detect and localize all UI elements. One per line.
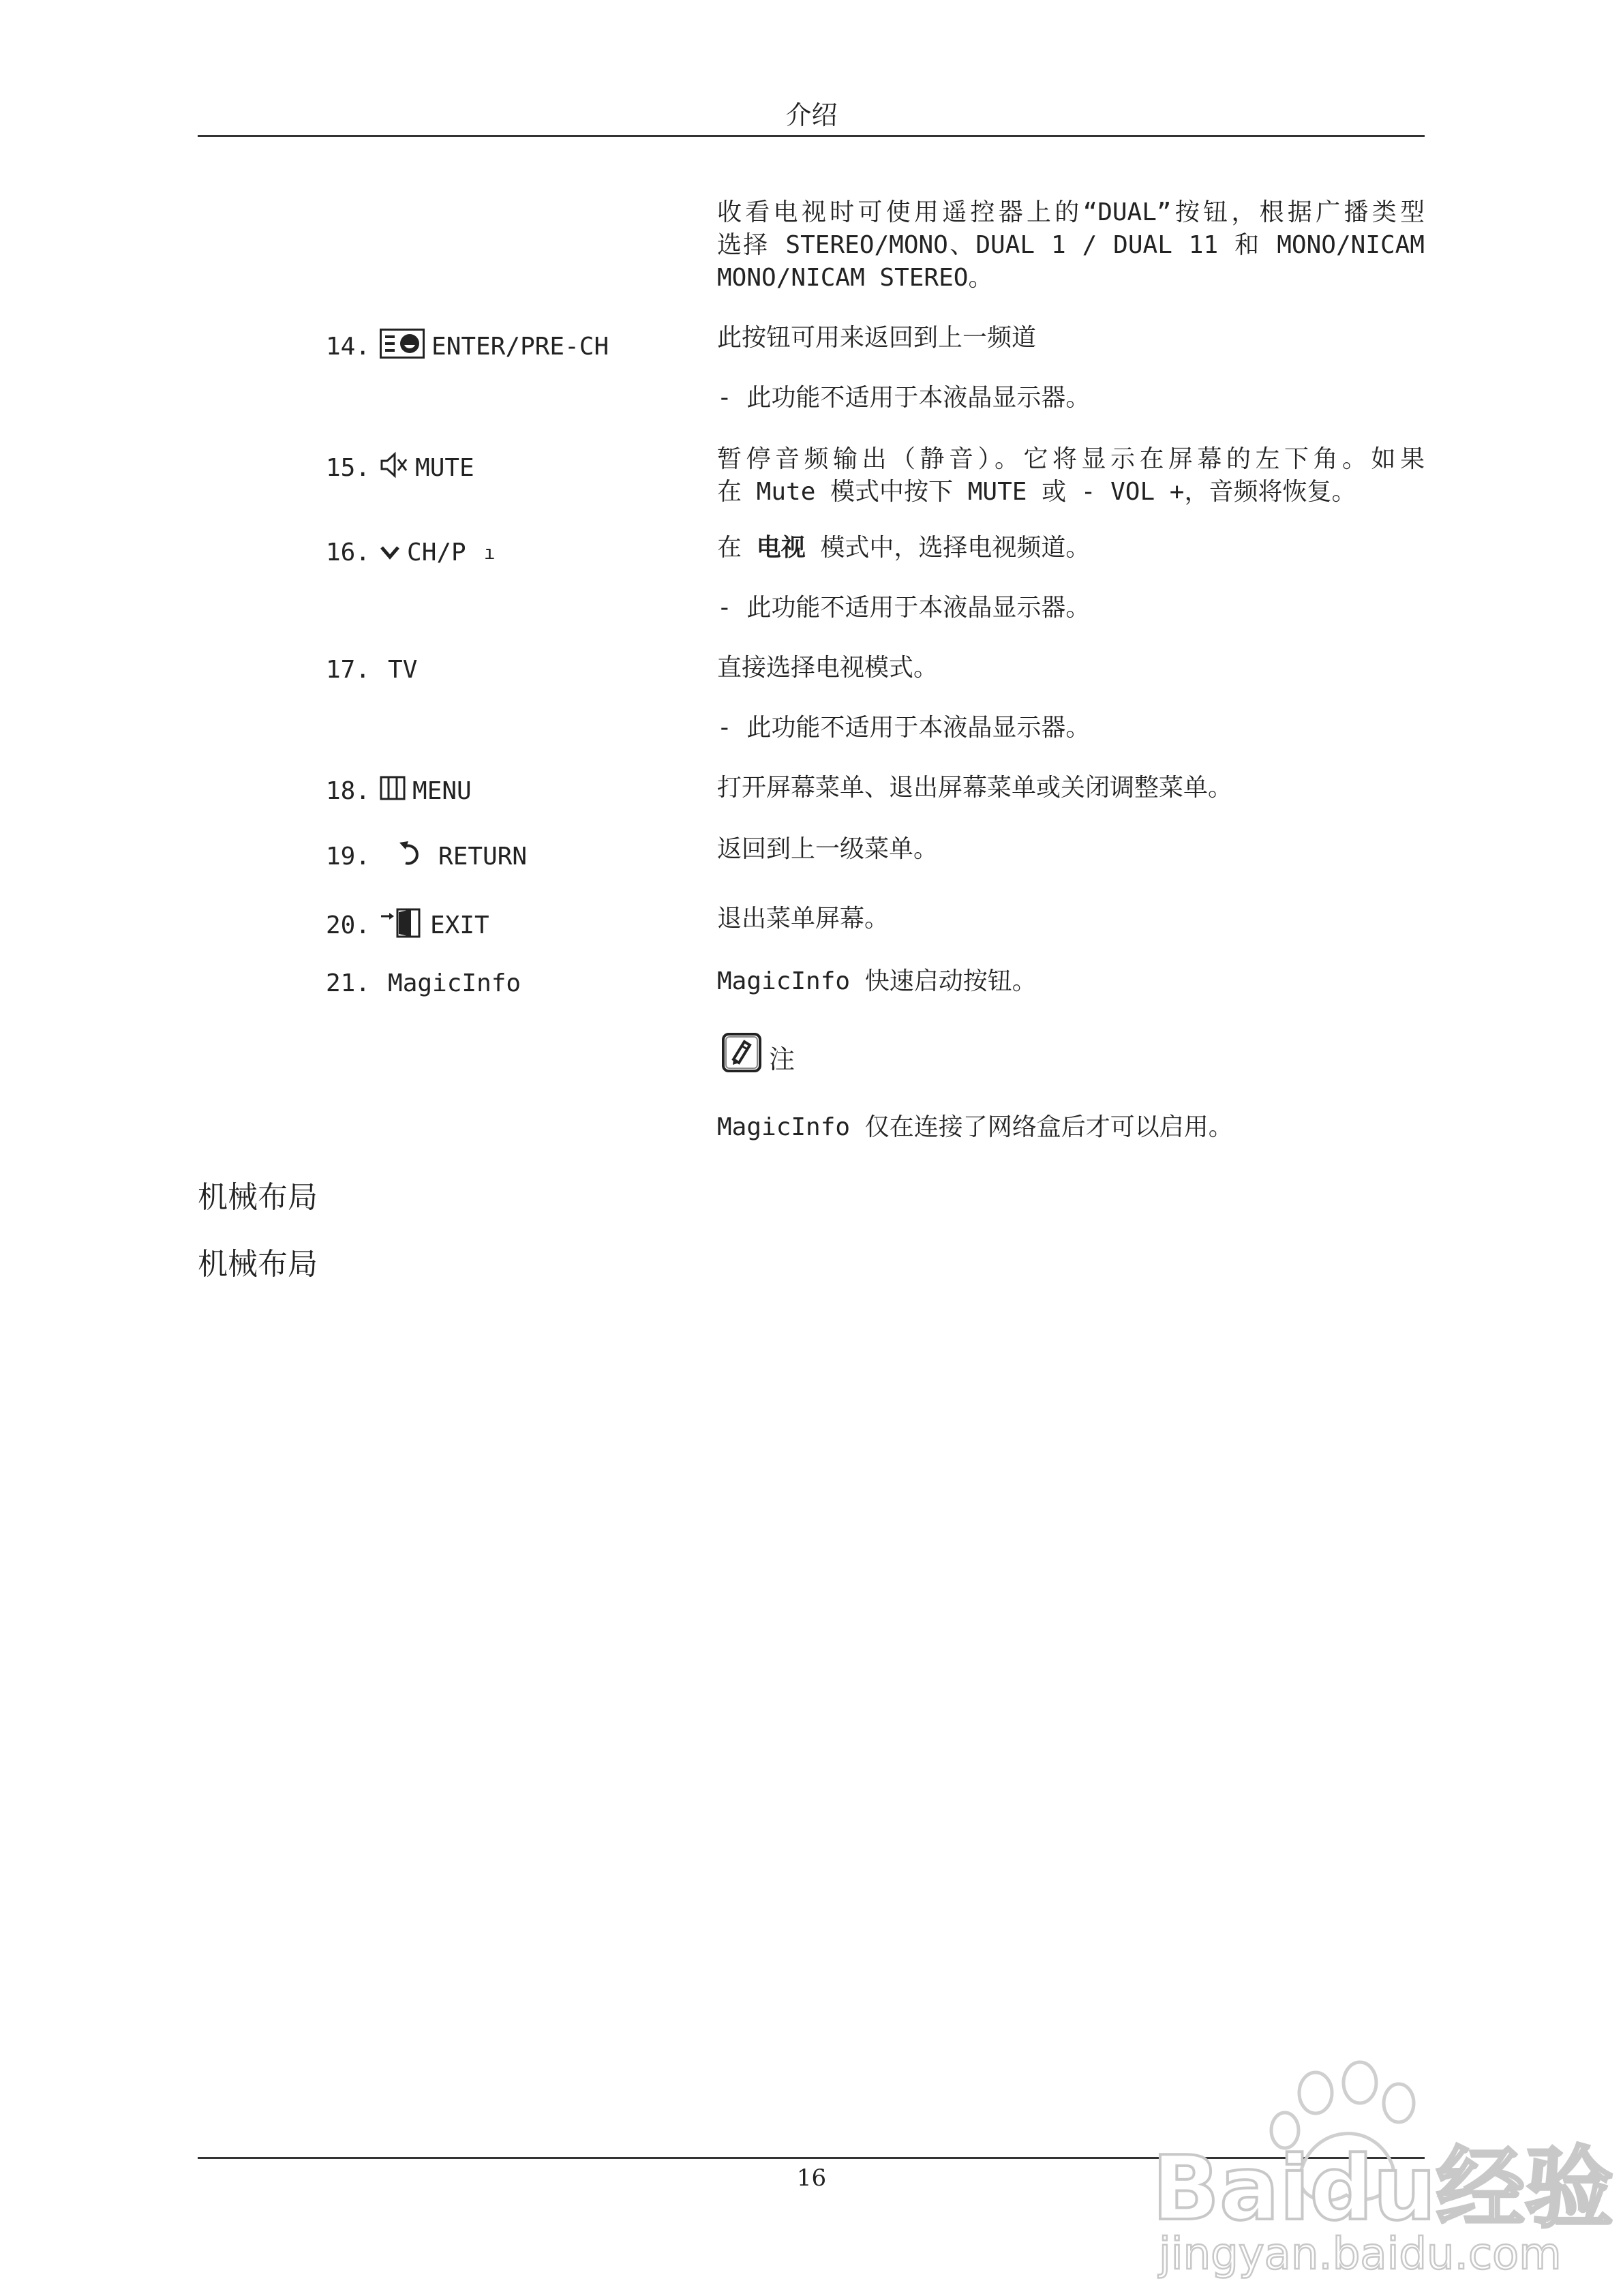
- enter-prech-description: 此按钮可用来返回到上一频道: [717, 324, 1037, 352]
- ch-p-desc-bold: 电视: [756, 534, 806, 562]
- note-pencil-icon: [721, 1032, 762, 1076]
- item-label-text: MENU: [412, 777, 472, 805]
- item-return: [326, 840, 527, 873]
- note-header: [721, 1032, 795, 1076]
- note-text: MagicInfo 仅在连接了网络盒后才可以启用。: [717, 1113, 1233, 1141]
- mute-description: [717, 443, 1425, 509]
- item-magicinfo: [326, 969, 521, 997]
- item-tv: [326, 656, 417, 684]
- dual-desc-line3: MONO/NICAM STEREO。: [717, 264, 993, 292]
- menu-icon: [380, 776, 406, 806]
- enter-prech-icon: [380, 329, 425, 365]
- item-mute: [326, 451, 474, 485]
- baidu-paw-logo: [1145, 2052, 1613, 2280]
- ch-p-description: [717, 532, 1425, 564]
- return-arrow-icon: [397, 840, 422, 873]
- exit-description: 退出菜单屏幕。: [717, 905, 890, 933]
- item-ch-p: [326, 539, 496, 567]
- baidu-watermark: [1145, 2052, 1613, 2280]
- item-label-text: MUTE: [415, 454, 474, 482]
- mute-speaker-icon: [380, 451, 408, 485]
- enter-prech-note: - 此功能不适用于本液晶显示器。: [717, 384, 1091, 412]
- ch-p-desc-prefix: 在: [717, 534, 757, 562]
- mute-desc-line2: 在 Mute 模式中按下 MUTE 或 - VOL +，音频将恢复。: [717, 478, 1356, 506]
- menu-description: 打开屏幕菜单、退出屏幕菜单或关闭调整菜单。: [717, 774, 1233, 802]
- page-header-title: 介绍: [785, 100, 838, 130]
- item-label-text: CH/P: [407, 539, 466, 567]
- return-description: 返回到上一级菜单。: [717, 835, 939, 863]
- dual-desc-line1: 收看电视时可使用遥控器上的“DUAL”按钮，根据广播类型: [717, 198, 1425, 226]
- section-heading-mechanical-layout: 机械布局: [198, 1180, 318, 1215]
- tv-description: 直接选择电视模式。: [717, 654, 939, 682]
- item-number: 17.: [326, 656, 371, 684]
- tv-note: - 此功能不适用于本液晶显示器。: [717, 714, 1091, 742]
- chevron-down-icon: [380, 539, 400, 567]
- section-heading-mechanical-layout-sub: 机械布局: [198, 1247, 318, 1282]
- item-number: 14.: [326, 333, 371, 361]
- watermark-brand: Baidu经验: [1152, 2136, 1613, 2240]
- ch-p-note: - 此功能不适用于本液晶显示器。: [717, 594, 1091, 622]
- header-rule: [198, 135, 1425, 137]
- item-menu: [326, 776, 472, 806]
- mute-desc-line1: 暂停音频输出（静音）。它将显示在屏幕的左下角。如果: [717, 445, 1425, 473]
- dual-desc-line2: 选择 STEREO/MONO、DUAL 1 / DUAL 11 和 MONO/NICAM: [717, 231, 1425, 259]
- watermark-url: jingyan.baidu.com: [1159, 2229, 1562, 2280]
- exit-door-icon: [380, 907, 423, 944]
- ch-p-desc-suffix: 模式中，选择电视频道。: [805, 534, 1091, 562]
- item-number: 18.: [326, 777, 371, 805]
- item-label-suffix: ı: [483, 541, 496, 564]
- magicinfo-description: MagicInfo 快速启动按钮。: [717, 967, 1037, 995]
- item-label-text: RETURN: [438, 843, 528, 871]
- dual-description: [717, 196, 1425, 294]
- item-label-text: ENTER/PRE-CH: [431, 333, 609, 361]
- item-label-text: MagicInfo: [388, 969, 521, 997]
- item-number: 16.: [326, 539, 371, 567]
- item-label-text: TV: [388, 656, 418, 684]
- page-number: 16: [796, 2164, 827, 2192]
- note-label: 注: [769, 1044, 795, 1074]
- item-exit: [326, 907, 489, 944]
- item-number: 20.: [326, 911, 371, 939]
- item-number: 15.: [326, 454, 371, 482]
- item-label-text: EXIT: [430, 911, 489, 939]
- item-number: 21.: [326, 969, 371, 997]
- item-number: 19.: [326, 843, 371, 871]
- item-enter-prech: [326, 329, 609, 365]
